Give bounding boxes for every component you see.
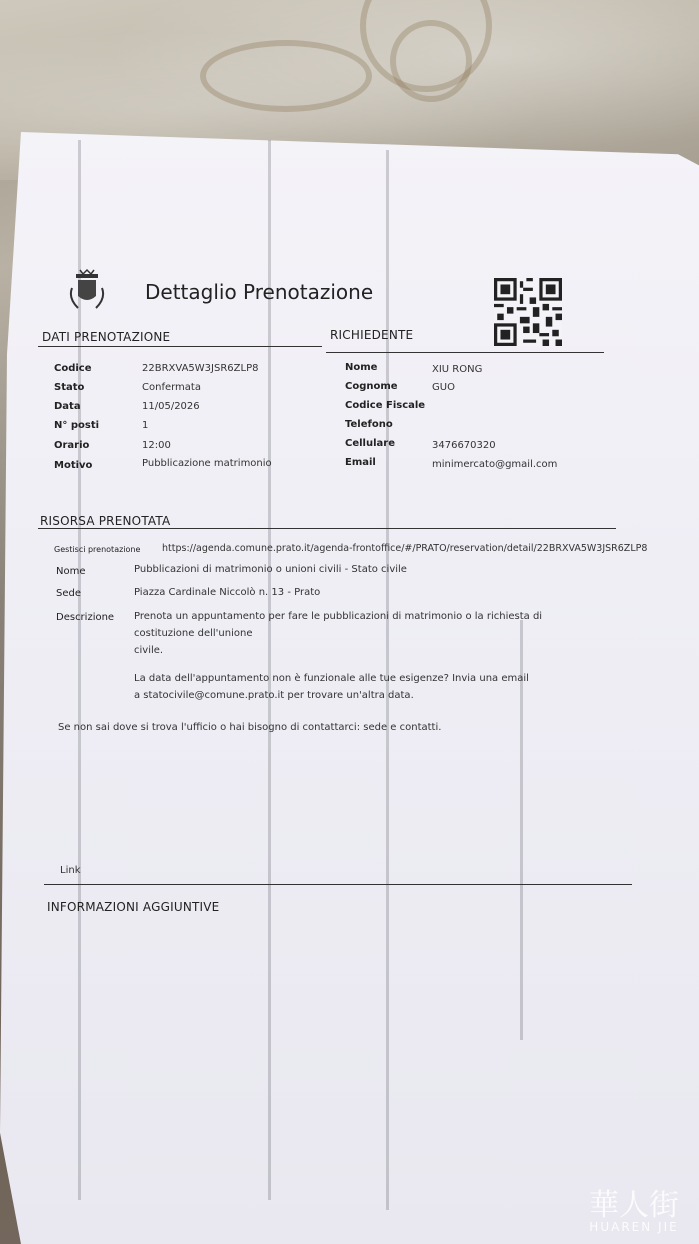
field-label-descrizione: Descrizione bbox=[56, 612, 115, 623]
page-title: Dettaglio Prenotazione bbox=[145, 280, 374, 304]
field-label-sede: Sede bbox=[56, 588, 81, 599]
reservation-link[interactable]: https://agenda.comune.prato.it/agenda-frontoffice/#/PRATO/reservation/detail/22BRXVA5W3JSR6ZLP8 bbox=[162, 543, 648, 554]
field-value-motivo: Pubblicazione matrimonio bbox=[142, 458, 272, 469]
field-label-posti: N° posti bbox=[54, 420, 100, 431]
field-label-email: Email bbox=[345, 457, 376, 468]
field-label-stato: Stato bbox=[54, 382, 85, 393]
section-divider bbox=[38, 346, 322, 347]
field-label-motivo: Motivo bbox=[54, 460, 93, 471]
field-value-data: 11/05/2026 bbox=[142, 401, 200, 412]
note-line: La data dell'appuntamento non è funzionale alle tue esigenze? Invia una email bbox=[134, 673, 529, 684]
field-label-data: Data bbox=[54, 401, 81, 412]
link-label: Link bbox=[60, 865, 81, 876]
note-line: a statocivile@comune.prato.it per trovare un'altra data. bbox=[134, 690, 414, 701]
field-value-orario: 12:00 bbox=[142, 440, 171, 451]
field-label-telefono: Telefono bbox=[345, 419, 393, 430]
fabric-pattern bbox=[390, 20, 472, 102]
fabric-pattern bbox=[200, 40, 372, 112]
section-heading-informazioni-aggiuntive: INFORMAZIONI AGGIUNTIVE bbox=[47, 900, 220, 914]
field-label-risorsa-nome: Nome bbox=[56, 566, 86, 577]
field-value-stato: Confermata bbox=[142, 382, 201, 393]
field-label-nome: Nome bbox=[345, 362, 378, 373]
field-label-codice: Codice bbox=[54, 363, 92, 374]
field-value-sede: Piazza Cardinale Niccolò n. 13 - Prato bbox=[134, 587, 321, 598]
field-label-gestisci: Gestisci prenotazione bbox=[54, 545, 141, 554]
field-label-cellulare: Cellulare bbox=[345, 438, 395, 449]
reschedule-note bbox=[134, 670, 554, 704]
section-divider bbox=[326, 352, 604, 353]
field-value-risorsa-nome: Pubblicazioni di matrimonio o unioni civili - Stato civile bbox=[134, 564, 407, 575]
contact-note: Se non sai dove si trova l'ufficio o hai bisogno di contattarci: sede e contatti. bbox=[58, 722, 442, 733]
field-value-codice: 22BRXVA5W3JSR6ZLP8 bbox=[142, 363, 259, 374]
qr-code-icon bbox=[494, 278, 562, 346]
field-value-nome: XIU RONG bbox=[432, 364, 483, 375]
section-divider bbox=[44, 884, 632, 885]
section-heading-dati-prenotazione: DATI PRENOTAZIONE bbox=[42, 330, 171, 344]
field-label-cognome: Cognome bbox=[345, 381, 398, 392]
municipal-crest-icon bbox=[68, 268, 106, 312]
watermark-logo bbox=[589, 1180, 679, 1234]
field-label-orario: Orario bbox=[54, 440, 90, 451]
field-value-email: minimercato@gmail.com bbox=[432, 459, 558, 470]
section-heading-richiedente: RICHIEDENTE bbox=[330, 328, 414, 342]
field-value-cognome: GUO bbox=[432, 382, 455, 393]
section-heading-risorsa-prenotata: RISORSA PRENOTATA bbox=[40, 514, 171, 528]
field-value-descrizione bbox=[134, 608, 604, 659]
description-line: civile. bbox=[134, 645, 164, 656]
description-line: Prenota un appuntamento per fare le pubblicazioni di matrimonio o la richiesta di costituzione dell'unione bbox=[134, 611, 543, 639]
watermark-subtext: HUAREN JIE bbox=[589, 1220, 679, 1234]
field-label-codice-fiscale: Codice Fiscale bbox=[345, 400, 426, 411]
section-divider bbox=[38, 528, 616, 529]
field-value-cellulare: 3476670320 bbox=[432, 440, 496, 451]
watermark-text: 華人街 bbox=[589, 1188, 679, 1223]
field-value-posti: 1 bbox=[142, 420, 149, 431]
